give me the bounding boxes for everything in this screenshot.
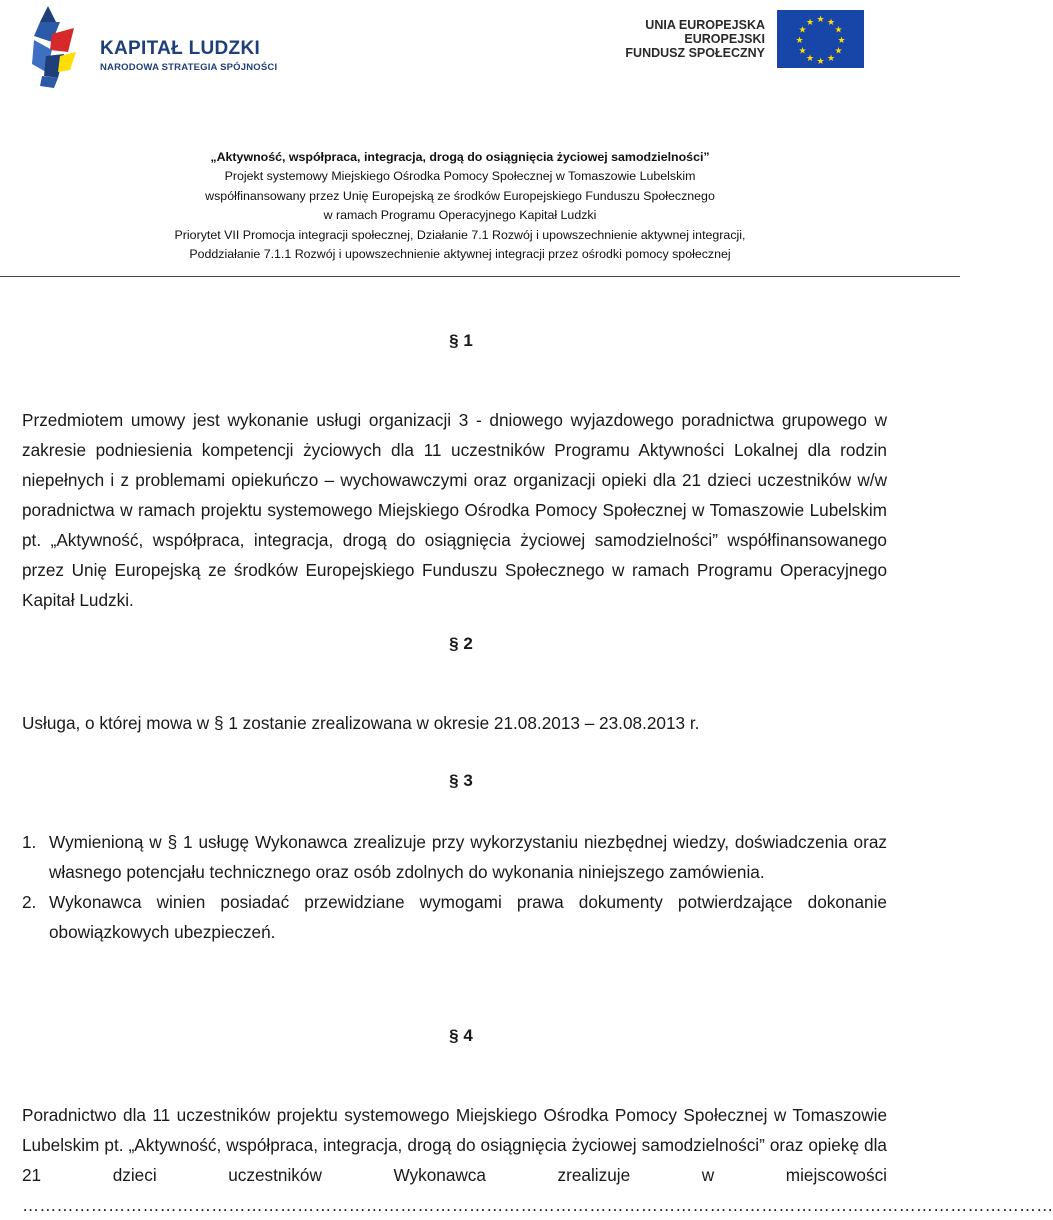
header-line-3: współfinansowany przez Unię Europejską ze środków Europejskiego Funduszu Społecznego (205, 188, 715, 203)
svg-text:★: ★ (795, 36, 804, 46)
kapital-ludzki-emblem-icon (30, 6, 90, 90)
section-3-list (22, 827, 887, 947)
eu-logo-line2: EUROPEJSKI (684, 32, 765, 46)
header-line-6: Poddziałanie 7.1.1 Rozwój i upowszechnienie aktywnej integracji przez ośrodki pomocy społecznej (189, 247, 731, 262)
eu-flag-icon (777, 10, 864, 68)
eu-logo-line3: FUNDUSZ SPOŁECZNY (625, 46, 765, 60)
section-1-heading: § 1 (449, 331, 473, 350)
svg-text:★: ★ (816, 15, 825, 25)
list-item (22, 827, 887, 887)
svg-text:★: ★ (798, 46, 807, 57)
section-1-text: Przedmiotem umowy jest wykonanie usługi organizacji 3 - dniowego wyjazdowego poradnictwa grupowego w zakresie podniesienia kompetencji życiowych dla 11 uczestników Programu Aktywności Lokalnej dla rodzin niepełnych i z problemami opiekuńczo – wychowawczymi oraz organizacji opieki dla 21 dzieci uczestników w/w poradnictwa w ramach projektu systemowego Miejskiego Ośrodka Pomocy Społecznej w Tomaszowie Lubelskim pt. „Aktywność, współpraca, integracja, drogą do osiągnięcia życiowej samodzielności” współfinansowanego przez Unię Europejską ze środków Europejskiego Funduszu Społecznego w ramach Programu Operacyjnego Kapitał Ludzki. (22, 410, 887, 610)
svg-text:★: ★ (798, 25, 807, 36)
section-4-text: Poradnictwo dla 11 uczestników projektu systemowego Miejskiego Ośrodka Pomocy Społecznej w Tomaszowie Lubelskim pt. „Aktywność, współpraca, integracja, drogą do osiągnięcia życiowej samodzielności” oraz opiekę dla 21 dzieci uczestników Wykonawca zrealizuje w miejscowości ……………………………………………………………………………………………………………………………………………………………… (22, 1105, 1053, 1215)
section-2-heading: § 2 (449, 634, 473, 653)
section-4-heading: § 4 (449, 1026, 473, 1045)
eu-logo-text (625, 18, 765, 60)
svg-text:★: ★ (837, 36, 846, 46)
list-item-text: Wykonawca winien posiadać przewidziane wymogami prawa dokumenty potwierdzające dokonanie obowiązkowych ubezpieczeń. (49, 892, 887, 942)
section-2-text: Usługa, o której mowa w § 1 zostanie zrealizowana w okresie 21.08.2013 – 23.08.2013 r. (22, 713, 700, 733)
section-3-heading: § 3 (449, 771, 473, 790)
svg-text:★: ★ (834, 46, 843, 57)
list-item-number: 1. (22, 832, 37, 852)
kapital-ludzki-subtitle: NARODOWA STRATEGIA SPÓJNOŚCI (100, 62, 278, 73)
eu-logo-line1: UNIA EUROPEJSKA (645, 18, 765, 32)
kapital-ludzki-logo (30, 6, 280, 90)
svg-text:★: ★ (834, 25, 843, 36)
project-header (0, 148, 920, 264)
list-item (22, 887, 887, 947)
project-title: „Aktywność, współpraca, integracja, drogą do osiągnięcia życiowej samodzielności” (210, 150, 710, 164)
header-line-2: Projekt systemowy Miejskiego Ośrodka Pomocy Społecznej w Tomaszowie Lubelskim (224, 169, 696, 184)
header-line-4: w ramach Programu Operacyjnego Kapitał Ludzki (323, 208, 597, 223)
svg-text:★: ★ (826, 54, 836, 64)
kapital-ludzki-title: KAPITAŁ LUDZKI (100, 38, 261, 59)
svg-text:★: ★ (805, 18, 815, 28)
header-line-5: Priorytet VII Promocja integracji społecznej, Działanie 7.1 Rozwój i upowszechnienie aktywnej integracji, (174, 227, 746, 242)
list-item-number: 2. (22, 892, 37, 912)
svg-text:★: ★ (805, 54, 815, 64)
header-divider (0, 276, 960, 277)
svg-text:★: ★ (816, 57, 825, 67)
list-item-text: Wymienioną w § 1 usługę Wykonawca zrealizuje przy wykorzystaniu niezbędnej wiedzy, doświadczenia oraz własnego potencjału technicznego oraz osób zdolnych do wykonania niniejszego zamówienia. (49, 832, 887, 882)
svg-text:★: ★ (826, 18, 836, 28)
